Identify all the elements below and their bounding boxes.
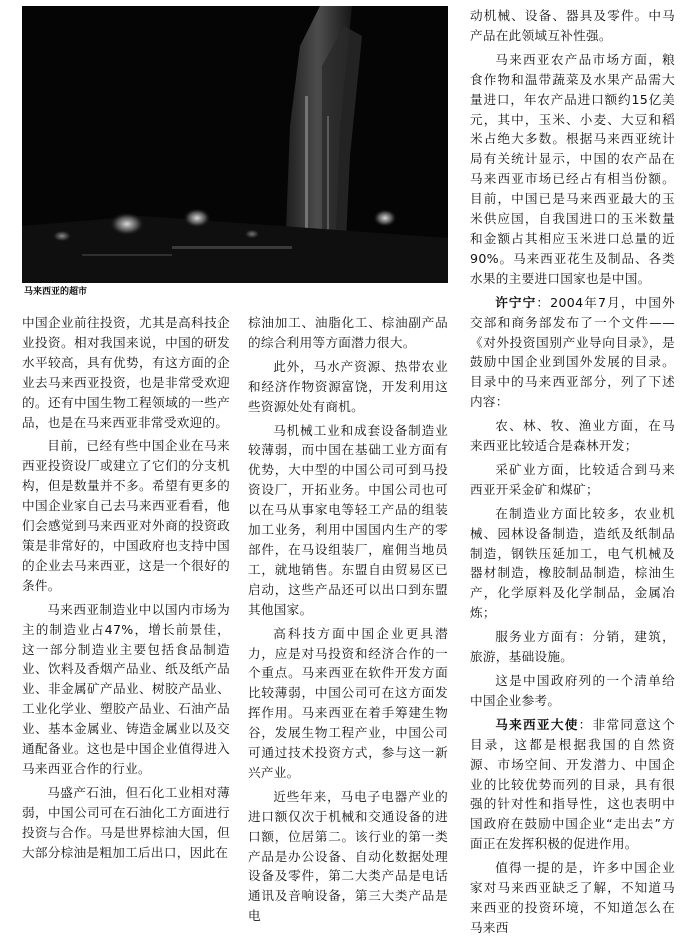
article-column-2 xyxy=(248,313,448,930)
paragraph: 服务业方面有：分销，建筑，旅游，基础设施。 xyxy=(470,629,675,665)
supermarket-photo xyxy=(22,6,448,283)
paragraph: 近些年来，马电子电器产业的进口额仅次于机械和交通设备的进口额，位居第二。该行业的第一类产品是办公设备、自动化数据处理设备及零件，第二大类产品是电话通讯及音响设备，第三大类产品是电 xyxy=(248,788,448,924)
paragraph: 采矿业方面，比较适合到马来西亚开采金矿和煤矿； xyxy=(470,461,675,497)
interview-paragraph xyxy=(470,715,675,854)
paragraph: 目前，已经有些中国企业在马来西亚投资设厂或建立了它们的分支机构，但是数量并不多。希望有更多的中国企业家自己去马来西亚看看，他们会感觉到马来西亚对外商的投资政策是非常好的，中国政府也支持中国的企业去马来西亚，这是一个很好的条件。 xyxy=(22,438,230,593)
article-column-1 xyxy=(22,313,230,866)
paragraph: 中国企业前往投资，尤其是高科技企业投资。相对我国来说，中国的研发水平较高，具有优势，有这方面的企业去马来西亚投资，也是非常受欢迎的。还有中国生物工程领域的一些产品，也是在马来西亚非常受欢迎的。 xyxy=(22,315,230,430)
paragraph: 农、林、牧、渔业方面，在马来西亚比较适合是森林开发； xyxy=(470,418,675,454)
speaker-text: ：2004年7月，中国外交部和商务部发布了一个文件——《对外投资国别产业导向目录》，是鼓励中国企业到国外发展的目录。目录中的马来西亚部分，列了下述内容： xyxy=(470,294,675,410)
paragraph: 在制造业方面比较多，农业机械、园林设备制造，造纸及纸制品制造，钢铁压延加工，电气机械及器材制造，橡胶制品制造，棕油生产，化学原料及化学制品，金属冶炼； xyxy=(470,505,675,621)
paragraph: 值得一提的是，许多中国企业家对马来西亚缺乏了解，不知道马来西亚的投资环境，不知道怎么在马来西 xyxy=(470,860,675,935)
paragraph: 动机械、设备、器具及零件。中马产品在此领域互补性强。 xyxy=(470,8,675,43)
article-column-3 xyxy=(470,6,675,942)
speaker-name: 许宁宁 xyxy=(495,294,537,310)
speaker-name: 马来西亚大使 xyxy=(495,716,579,732)
figure-caption: 马来西亚的超市 xyxy=(24,287,88,297)
paragraph: 此外，马水产资源、热带农业和经济作物资源富饶，开发利用这些资源处处有商机。 xyxy=(248,358,448,414)
paragraph: 这是中国政府列的一个清单给中国企业参考。 xyxy=(470,673,675,708)
paragraph: 马来西亚农产品市场方面，粮食作物和温带蔬菜及水果产品需大量进口，年农产品进口额约15亿美元，其中，玉米、小麦、大豆和稻米占绝大多数。根据马来西亚统计局有关统计显示，中国的农产品在马来西亚市场已经占有相当份额。目前，中国已是马来西亚最大的玉米供应国，自我国进口的玉米数量和金额占其相应玉米进口总量的近90%。马来西亚花生及制品、各类水果的主要进口国家也是中国。 xyxy=(470,51,675,286)
speaker-text: ：非常同意这个目录，这都是根据我国的自然资源、市场空间、开发潜力、中国企业的比较优势而列的目录，具有很强的针对性和指导性，这也表明中国政府在鼓励中国企业“走出去”方面正在发挥积极的促进作用。 xyxy=(470,716,675,852)
paragraph: 马盛产石油，但石化工业相对薄弱，中国公司可在石油化工方面进行投资与合作。马是世界棕油大国，但大部分棕油是粗加工后出口，因此在 xyxy=(22,784,230,860)
night-scene-illustration xyxy=(22,6,448,283)
paragraph: 马来西亚制造业中以国内市场为主的制造业占47%，增长前景佳，这一部分制造业主要包括食品制造业、饮料及香烟产品业、纸及纸产品业、非金属矿产品业、树胶产品业、工业化学业、塑胶产品业、石油产品业、基本金属业、铸造金属业以及交通配备业。这也是中国企业值得进入马来西亚合作的行业。 xyxy=(22,601,230,776)
interview-paragraph xyxy=(470,293,675,412)
paragraph: 马机械工业和成套设备制造业较薄弱，而中国在基础工业方面有优势，大中型的中国公司可到马投资设厂，开拓业务。中国公司也可以在马从事家电等轻工产品的组装加工业务，利用中国国内生产的零部件，在马设组装厂，雇佣当地员工，就地销售。东盟自由贸易区已启动，这些产品还可以出口到东盟其他国家。 xyxy=(248,422,448,617)
paragraph: 高科技方面中国企业更具潜力，应是对马投资和经济合作的一个重点。马来西亚在软件开发方面比较薄弱，中国公司可在这方面发挥作用。马来西亚在着手筹建生物谷，发展生物工程产业，中国公司可通过技术投资方式，参与这一新兴产业。 xyxy=(248,625,448,780)
paragraph: 棕油加工、油脂化工、棕油副产品的综合利用等方面潜力很大。 xyxy=(248,315,448,350)
